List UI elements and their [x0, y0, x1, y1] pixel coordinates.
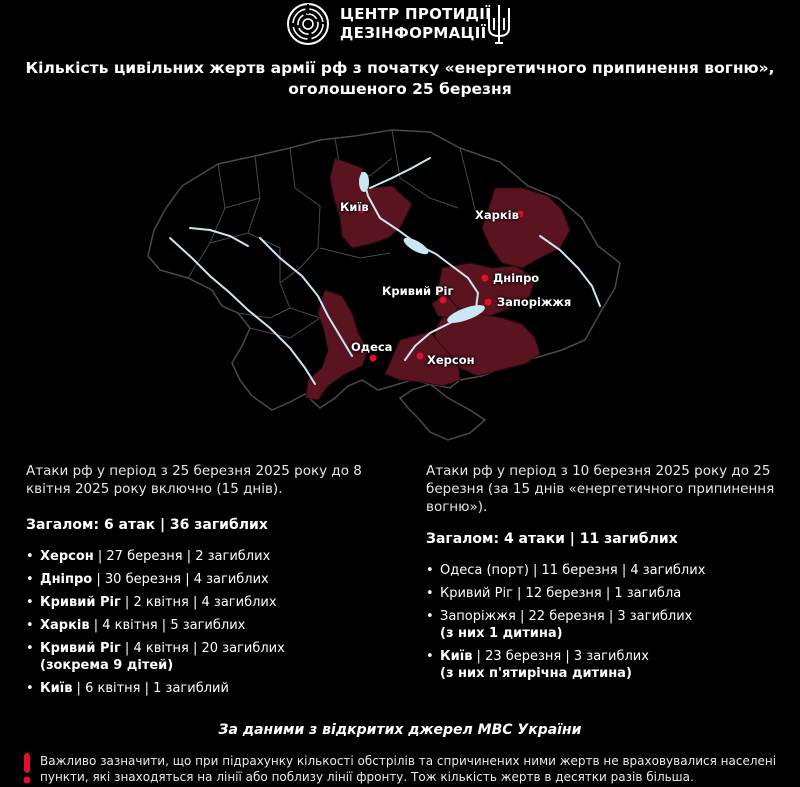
attack-note: (зокрема 9 дітей)	[40, 658, 174, 673]
map-label-kherson: Херсон	[427, 353, 475, 367]
list-item	[426, 585, 796, 602]
page-title	[0, 58, 800, 100]
attack-details: | 23 березня | 3 загиблих	[472, 649, 649, 664]
city-dot-odesa	[370, 355, 377, 362]
city-dot-dnipro	[482, 275, 489, 282]
right-period: Атаки рф у період з 10 березня 2025 року до 25 березня (за 15 днів «енергетичного припинення вогню»).	[426, 463, 775, 515]
attack-details: | 2 квітня | 4 загиблих	[120, 595, 277, 610]
city-dot-kherson	[417, 353, 424, 360]
attack-note: (з них 1 дитина)	[440, 626, 563, 641]
attack-city: Одеса (порт)	[440, 563, 529, 578]
list-item	[26, 680, 396, 697]
attack-city: Запоріжжя	[440, 609, 516, 624]
attack-city: Київ	[440, 649, 473, 664]
attack-details: | 30 березня | 4 загиблих	[92, 572, 269, 587]
left-attack-list	[26, 548, 396, 697]
attack-city: Дніпро	[40, 572, 93, 587]
attack-city: Кривий Ріг	[440, 586, 513, 601]
attack-city: Кривий Ріг	[40, 595, 121, 610]
ukraine-map	[130, 118, 690, 448]
attack-details: | 27 березня | 2 загиблих	[93, 549, 271, 564]
exclamation-icon	[22, 753, 32, 785]
title-line2: оголошеного 25 березня	[288, 80, 512, 98]
attack-details: | 12 березня | 1 загибла	[512, 586, 682, 601]
attack-city: Кривий Ріг	[40, 641, 121, 656]
map-label-kryvyi-rih: Кривий Ріг	[382, 284, 454, 298]
map-label-zaporizhzhia: Запоріжжя	[497, 295, 572, 309]
map-label-kyiv: Київ	[340, 200, 369, 214]
attack-city: Херсон	[40, 549, 94, 564]
list-item	[26, 617, 396, 634]
source-note: За даними з відкритих джерел МВС України	[218, 722, 582, 738]
org-name-line2: ДЕЗІНФОРМАЦІЇ	[340, 24, 487, 42]
list-item	[26, 640, 396, 674]
warning-text: Важливо зазначити, що при підрахунку кількості обстрілів та спричинених ними жертв не враховувалися населені пункти, які знаходяться на лінії або поблизу лінії фронту. Тож кількість жертв в десятки разів більша.	[40, 754, 777, 784]
attack-details: | 22 березня | 3 загиблих	[515, 609, 693, 624]
trident-icon	[483, 2, 515, 46]
attack-details: | 11 березня | 4 загиблих	[528, 563, 706, 578]
left-column	[26, 462, 396, 703]
right-column	[426, 462, 796, 688]
list-item	[26, 571, 396, 588]
list-item	[26, 594, 396, 611]
attack-details: | 6 квітня | 1 загиблий	[72, 681, 229, 696]
org-name-line1: ЦЕНТР ПРОТИДІЇ	[340, 5, 491, 23]
left-period: Атаки рф у період з 25 березня 2025 року до 8 квітня 2025 року включно (15 днів).	[26, 463, 362, 497]
list-item	[426, 648, 796, 682]
title-line1: Кількість цивільних жертв армії рф з початку «енергетичного припинення вогню»,	[25, 59, 775, 77]
cpd-logo-icon	[286, 2, 330, 46]
list-item	[26, 548, 396, 565]
attack-city: Київ	[40, 681, 73, 696]
list-item	[426, 608, 796, 642]
right-summary: Загалом: 4 атаки | 11 загиблих	[426, 531, 678, 547]
attack-city: Харків	[40, 618, 90, 633]
right-attack-list	[426, 562, 796, 682]
map-label-kharkiv: Харків	[475, 208, 519, 222]
map-label-dnipro: Дніпро	[493, 271, 540, 285]
map-label-odesa: Одеса	[351, 340, 393, 354]
attack-note: (з них п'ятирічна дитина)	[440, 666, 632, 681]
city-dot-zaporizhzhia	[485, 299, 492, 306]
map-svg	[130, 118, 690, 448]
org-name	[340, 5, 491, 43]
header	[0, 0, 800, 52]
attack-details: | 4 квітня | 5 загиблих	[89, 618, 246, 633]
attack-details: | 4 квітня | 20 загиблих	[120, 641, 285, 656]
list-item	[426, 562, 796, 579]
crimea-outline	[400, 384, 485, 440]
left-summary: Загалом: 6 атак | 36 загиблих	[26, 517, 268, 533]
